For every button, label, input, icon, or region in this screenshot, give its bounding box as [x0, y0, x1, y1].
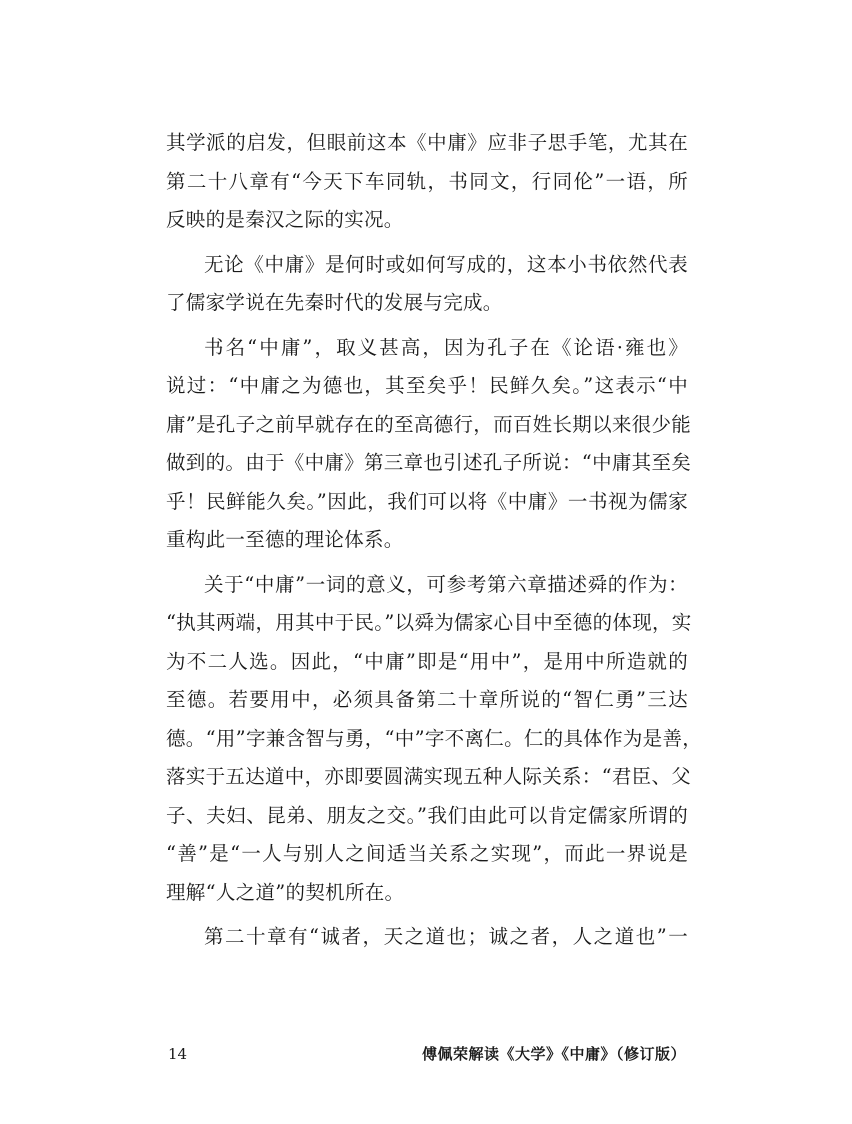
text-line: “执其两端，用其中于民。”以舜为儒家心目中至德的体现，实: [166, 611, 692, 634]
text-line: 为不二人选。因此，“中庸”即是“用中”，是用中所造就的: [166, 649, 688, 673]
body-text: [166, 124, 703, 957]
paragraph-first-line: 第二十章有“诚者，天之道也；诚之者，人之道也”一: [204, 925, 688, 948]
text-line: 其学派的启发，但眼前这本《中庸》应非子思手笔，尤其在: [166, 131, 688, 154]
text-line: 做到的。由于《中庸》第三章也引述孔子所说：“中庸其至矣: [166, 451, 692, 474]
text-line: 乎！民鲜能久矣。”因此，我们可以将《中庸》一书视为儒家: [166, 489, 688, 513]
text-line: 庸”是孔子之前早就存在的至高德行，而百姓长期以来很少能: [166, 412, 692, 436]
page-number: 14: [168, 1045, 188, 1063]
paragraph-first-line: 无论《中庸》是何时或如何写成的，这本小书依然代表: [204, 252, 688, 276]
text-line: 反映的是秦汉之际的实况。: [166, 208, 404, 231]
page-footer: [168, 1042, 686, 1066]
running-title: 傅佩荣解读《大学》《中庸》（修订版）: [421, 1045, 686, 1063]
paragraph-first-line: 书名“中庸”，取义甚高，因为孔子在《论语·雍也》: [204, 335, 688, 359]
text-line: 第二十八章有“今天下车同轨，书同文，行同伦”一语，所: [166, 169, 688, 193]
text-line: 理解“人之道”的契机所在。: [166, 880, 405, 904]
text-line: 了儒家学说在先秦时代的发展与完成。: [166, 291, 503, 314]
text-line: 重构此一至德的理论体系。: [166, 528, 404, 551]
text-line: 德。“用”字兼含智与勇，“中”字不离仁。仁的具体作为是善，: [166, 726, 703, 750]
text-line: 至德。若要用中，必须具备第二十章所说的“智仁勇”三达: [166, 688, 688, 711]
text-line: “善”是“一人与别人之间适当关系之实现”，而此一界说是: [166, 842, 688, 865]
paragraph-first-line: 关于“中庸”一词的意义，可参考第六章描述舜的作为：: [204, 572, 688, 596]
text-line: 说过：“中庸之为德也，其至矣乎！民鲜久矣。”这表示“中: [166, 374, 688, 397]
text-line: 子、夫妇、昆弟、朋友之交。”我们由此可以肯定儒家所谓的: [166, 803, 688, 827]
text-line: 落实于五达道中，亦即要圆满实现五种人际关系：“君臣、父: [166, 765, 692, 788]
